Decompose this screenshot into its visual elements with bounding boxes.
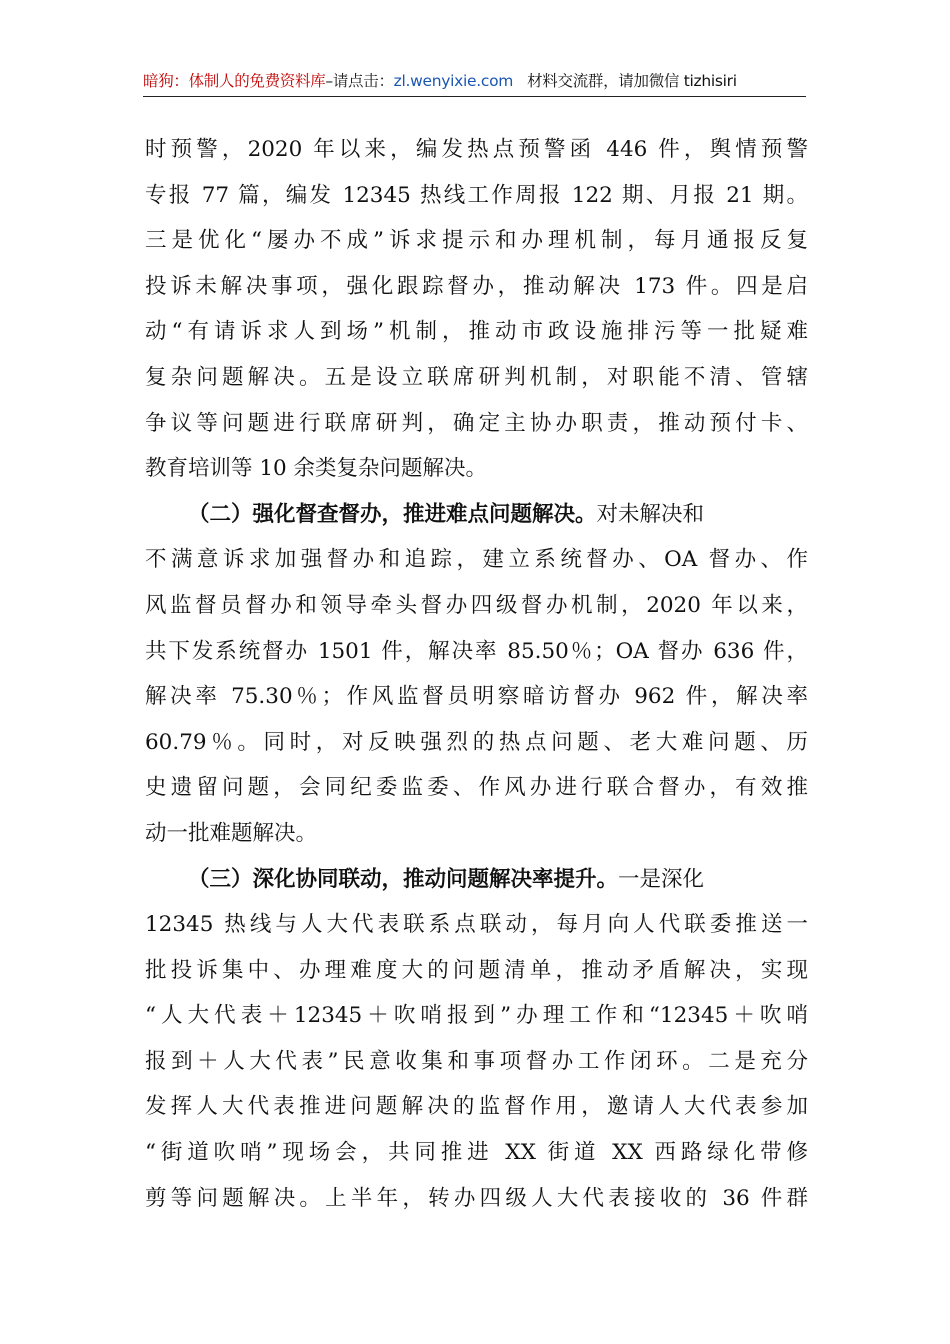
body-line: 动“有请诉求人到场”机制，推动市政设施排污等一批疑难: [145, 319, 808, 345]
section-2-heading: （二）强化督查督办，推进难点问题解决。: [188, 501, 597, 527]
page-header: [143, 66, 806, 97]
body-line: 史遗留问题，会同纪委监委、作风办进行联合督办，有效推: [145, 775, 808, 801]
body-line: 共下发系统督办 1501 件，解决率 85.50％；OA 督办 636 件，: [145, 638, 808, 664]
body-line: 12345 热线与人大代表联系点联动，每月向人代联委推送一: [145, 912, 808, 938]
header-brand: 暗狗：体制人的免费资料库: [143, 72, 326, 90]
body-line: 动一批难题解决。: [145, 820, 318, 846]
body-line: 时预警，2020 年以来，编发热点预警函 446 件，舆情预警: [145, 137, 808, 162]
section-2-lead: 对未解决和: [596, 501, 705, 527]
body-line: 批投诉集中、办理难度大的问题清单，推动矛盾解决，实现: [145, 957, 808, 983]
body-line: 报到＋人大代表”民意收集和事项督办工作闭环。二是充分: [145, 1048, 808, 1074]
body-line: 不满意诉求加强督办和追踪，建立系统督办、OA 督办、作: [145, 547, 808, 573]
body-line: 复杂问题解决。五是设立联席研判机制，对职能不清、管辖: [145, 364, 808, 390]
section-2-first-line: [145, 492, 808, 538]
document-body: [145, 127, 808, 1221]
body-line: 教育培训等 10 余类复杂问题解决。: [145, 456, 488, 482]
section-3-lead: 一是深化: [618, 866, 705, 892]
body-line: 60.79％。同时，对反映强烈的热点问题、老大难问题、历: [145, 729, 808, 755]
body-line: 投诉未解决事项，强化跟踪督办，推动解决 173 件。四是启: [145, 273, 808, 299]
header-link[interactable]: zl.wenyixie.com: [393, 72, 514, 90]
body-line: 剪等问题解决。上半年，转办四级人大代表接收的 36 件群: [145, 1185, 808, 1211]
body-line: 风监督员督办和领导牵头督办四级督办机制，2020 年以来，: [145, 592, 808, 618]
body-line: 解决率 75.30％；作风监督员明察暗访督办 962 件，解决率: [145, 684, 808, 710]
section-3-first-line: [145, 857, 808, 903]
body-line: “人大代表＋12345＋吹哨报到”办理工作和“12345＋吹哨: [145, 1003, 808, 1029]
body-line: 专报 77 篇，编发 12345 热线工作周报 122 期、月报 21 期。: [145, 182, 808, 208]
body-line: 三是优化“屡办不成”诉求提示和办理机制，每月通报反复: [145, 228, 808, 254]
body-line: “街道吹哨”现场会，共同推进 XX 街道 XX 西路绿化带修: [145, 1140, 808, 1166]
body-line: 争议等问题进行联席研判，确定主协办职责，推动预付卡、: [145, 410, 808, 436]
header-note: 材料交流群，请加微信 tizhisiri: [527, 72, 737, 90]
section-3-heading: （三）深化协同联动，推动问题解决率提升。: [188, 866, 619, 892]
body-line: 发挥人大代表推进问题解决的监督作用，邀请人大代表参加: [145, 1094, 808, 1120]
header-prompt: –请点击：: [325, 72, 394, 90]
